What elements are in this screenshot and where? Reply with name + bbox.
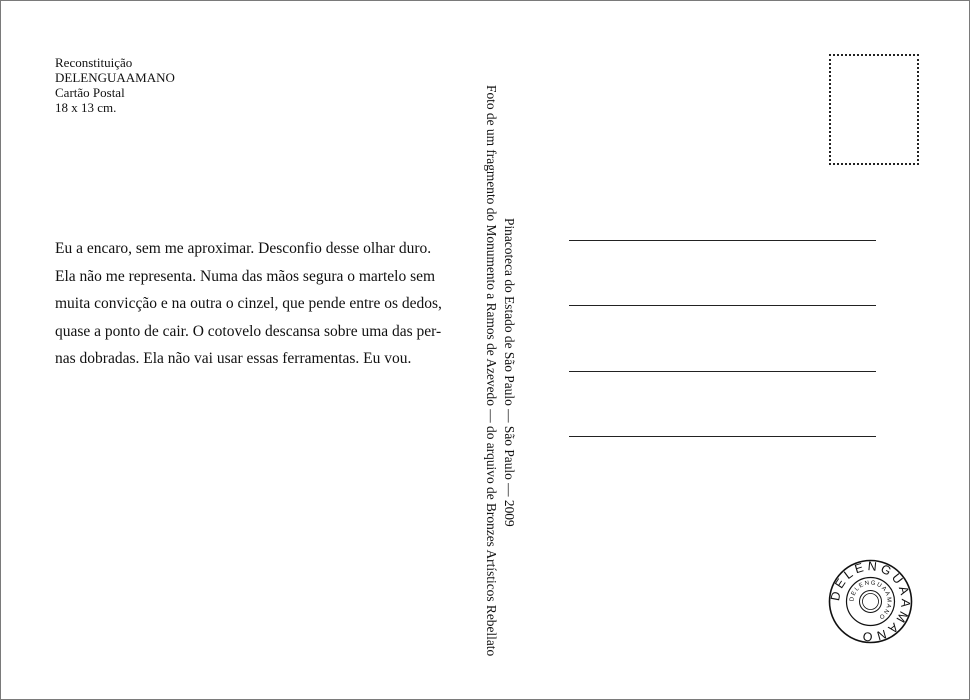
location-caption: Pinacoteca do Estado de São Paulo — São Paulo — 2009 (502, 218, 517, 527)
seal-inner-text: DELENGUAAMANO (849, 580, 892, 621)
seal-outer-text: DELENGUAAMANO (828, 559, 913, 644)
header-type: Cartão Postal (55, 85, 125, 100)
address-line (569, 305, 876, 306)
message-line: muita convicção e na outra o cinzel, que pende entre os dedos, (55, 295, 442, 312)
message-line: Eu a encaro, sem me aproximar. Desconfio desse olhar duro. (55, 240, 432, 257)
postcard-header (55, 55, 175, 115)
stamp-placeholder (829, 54, 919, 165)
photo-credit: Foto de um fragmento do Monumento a Ramos de Azevedo — do arquivo de Bronzes Artísticos Rebellato (484, 85, 499, 657)
header-title: Reconstituição (55, 55, 133, 70)
header-brand: DELENGUAAMANO (55, 70, 175, 85)
message-text (55, 235, 442, 373)
header-size: 18 x 13 cm. (55, 100, 117, 115)
message-line: quase a ponto de cair. O cotovelo descansa sobre uma das per- (55, 322, 442, 340)
message-line: Ela não me representa. Numa das mãos segura o martelo sem (55, 267, 436, 285)
address-line (569, 371, 876, 372)
address-line (569, 240, 876, 241)
address-line (569, 436, 876, 437)
message-line: nas dobradas. Ela não vai usar essas ferramentas. Eu vou. (55, 350, 412, 367)
delenguaamano-seal-logo (828, 559, 913, 644)
